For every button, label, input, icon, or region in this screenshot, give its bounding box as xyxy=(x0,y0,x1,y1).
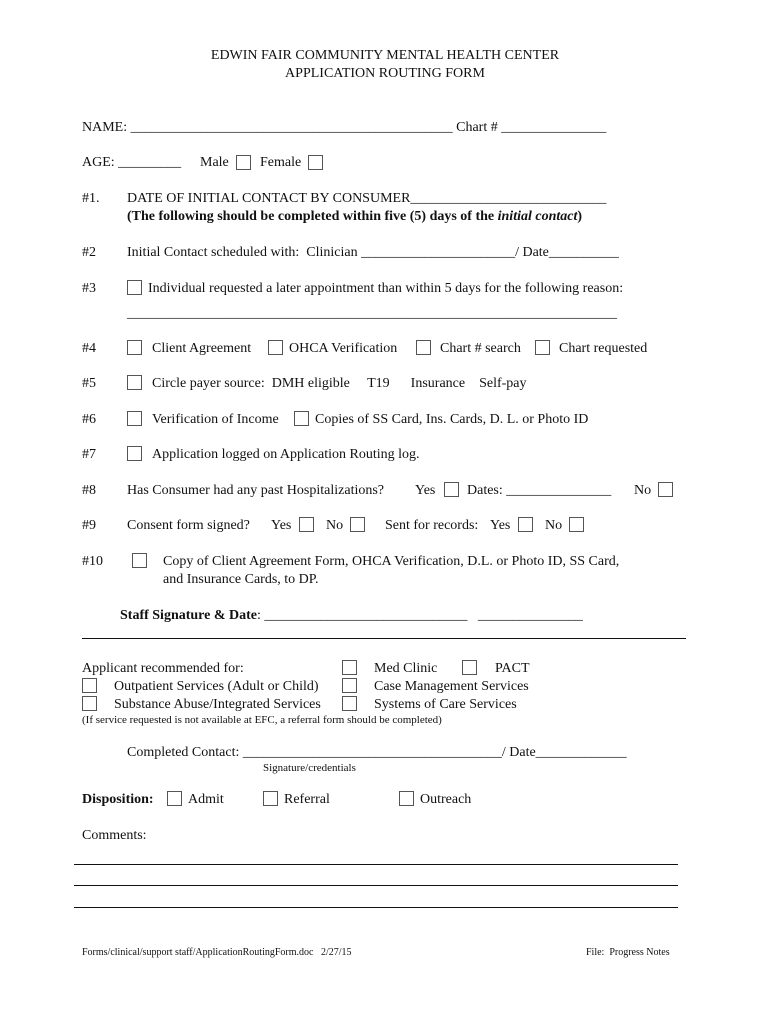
hospitalization-no-label: No xyxy=(634,483,652,498)
item-1-note: (The following should be completed within five (5) days of the initial contact) xyxy=(127,209,583,224)
clinician-date-field[interactable]: Initial Contact scheduled with: Clinician ______________________/ Date__________ xyxy=(127,245,619,260)
chart-search-checkbox[interactable] xyxy=(416,340,431,355)
hospitalization-question: Has Consumer had any past Hospitalizations? xyxy=(127,483,385,498)
item-10-number: #10 xyxy=(82,554,103,569)
hospitalization-yes-label: Yes xyxy=(415,483,436,498)
disposition-label: Disposition: xyxy=(82,792,154,807)
chart-search-label: Chart # search xyxy=(440,341,521,356)
pact-checkbox[interactable] xyxy=(462,660,477,675)
age-field[interactable]: AGE: _________ xyxy=(82,155,182,170)
copies-to-dp-checkbox[interactable] xyxy=(132,553,147,568)
application-logged-label: Application logged on Application Routing log. xyxy=(152,447,420,462)
chart-requested-checkbox[interactable] xyxy=(535,340,550,355)
hospitalization-yes-checkbox[interactable] xyxy=(444,482,459,497)
hospitalization-no-checkbox[interactable] xyxy=(658,482,673,497)
sent-records-label: Sent for records: xyxy=(385,518,479,533)
med-clinic-label: Med Clinic xyxy=(374,661,438,676)
reason-field[interactable]: ______________________________________________________________________ xyxy=(127,306,617,321)
item-1-number: #1. xyxy=(82,191,100,206)
female-label: Female xyxy=(260,155,302,170)
referral-checkbox[interactable] xyxy=(263,791,278,806)
male-checkbox[interactable] xyxy=(236,155,251,170)
case-management-label: Case Management Services xyxy=(374,679,529,694)
id-copies-checkbox[interactable] xyxy=(294,411,309,426)
consent-yes-checkbox[interactable] xyxy=(299,517,314,532)
comments-line-3[interactable] xyxy=(74,907,678,908)
sent-yes-label: Yes xyxy=(490,518,511,533)
consent-no-label: No xyxy=(326,518,344,533)
ohca-verification-label: OHCA Verification xyxy=(289,341,398,356)
item-2-number: #2 xyxy=(82,245,96,260)
substance-abuse-checkbox[interactable] xyxy=(82,696,97,711)
pact-label: PACT xyxy=(495,661,530,676)
section-divider xyxy=(82,638,686,639)
systems-of-care-label: Systems of Care Services xyxy=(374,697,517,712)
item-4-number: #4 xyxy=(82,341,96,356)
sent-no-checkbox[interactable] xyxy=(569,517,584,532)
income-verification-checkbox[interactable] xyxy=(127,411,142,426)
female-checkbox[interactable] xyxy=(308,155,323,170)
item-3-number: #3 xyxy=(82,281,96,296)
recommended-label: Applicant recommended for: xyxy=(82,661,244,676)
copies-to-dp-line1: Copy of Client Agreement Form, OHCA Verification, D.L. or Photo ID, SS Card, xyxy=(163,554,620,569)
initial-contact-date-field[interactable]: DATE OF INITIAL CONTACT BY CONSUMER____________________________ xyxy=(127,191,607,206)
later-appointment-checkbox[interactable] xyxy=(127,280,142,295)
footer-file-location: File: Progress Notes xyxy=(586,947,670,958)
systems-of-care-checkbox[interactable] xyxy=(342,696,357,711)
item-5-number: #5 xyxy=(82,376,96,391)
application-logged-checkbox[interactable] xyxy=(127,446,142,461)
comments-line-1[interactable] xyxy=(74,864,678,865)
comments-label: Comments: xyxy=(82,828,147,843)
payer-source-label: Circle payer source: DMH eligible T19 Insurance Self-pay xyxy=(152,376,527,391)
ohca-verification-checkbox[interactable] xyxy=(268,340,283,355)
sent-yes-checkbox[interactable] xyxy=(518,517,533,532)
outpatient-label: Outpatient Services (Adult or Child) xyxy=(114,679,319,694)
substance-abuse-label: Substance Abuse/Integrated Services xyxy=(114,697,321,712)
comments-line-2[interactable] xyxy=(74,885,678,886)
later-appointment-label: Individual requested a later appointment than within 5 days for the following reason: xyxy=(148,281,624,296)
payer-source-checkbox[interactable] xyxy=(127,375,142,390)
case-management-checkbox[interactable] xyxy=(342,678,357,693)
consent-no-checkbox[interactable] xyxy=(350,517,365,532)
client-agreement-label: Client Agreement xyxy=(152,341,252,356)
male-label: Male xyxy=(200,155,229,170)
referral-note: (If service requested is not available at EFC, a referral form should be completed) xyxy=(82,714,442,726)
med-clinic-checkbox[interactable] xyxy=(342,660,357,675)
admit-label: Admit xyxy=(188,792,224,807)
id-copies-label: Copies of SS Card, Ins. Cards, D. L. or Photo ID xyxy=(315,412,589,427)
item-6-number: #6 xyxy=(82,412,96,427)
hospitalization-dates-field[interactable]: Dates: _______________ xyxy=(467,483,612,498)
chart-requested-label: Chart requested xyxy=(559,341,648,356)
consent-yes-label: Yes xyxy=(271,518,292,533)
item-9-number: #9 xyxy=(82,518,96,533)
name-field[interactable]: NAME: ______________________________________________ Chart # _______________ xyxy=(82,120,607,135)
signature-credentials-caption: Signature/credentials xyxy=(263,762,356,774)
staff-signature-field[interactable]: Staff Signature & Date: _____________________________ _______________ xyxy=(120,608,583,623)
copies-to-dp-line2: and Insurance Cards, to DP. xyxy=(163,572,319,587)
income-verification-label: Verification of Income xyxy=(152,412,279,427)
outreach-label: Outreach xyxy=(420,792,472,807)
referral-label: Referral xyxy=(284,792,330,807)
admit-checkbox[interactable] xyxy=(167,791,182,806)
completed-contact-field[interactable]: Completed Contact: _____________________________________/ Date_____________ xyxy=(127,745,627,760)
outpatient-checkbox[interactable] xyxy=(82,678,97,693)
outreach-checkbox[interactable] xyxy=(399,791,414,806)
form-title: APPLICATION ROUTING FORM xyxy=(285,66,485,81)
consent-question: Consent form signed? xyxy=(127,518,250,533)
item-8-number: #8 xyxy=(82,483,96,498)
client-agreement-checkbox[interactable] xyxy=(127,340,142,355)
item-7-number: #7 xyxy=(82,447,96,462)
footer-file-path: Forms/clinical/support staff/ApplicationRoutingForm.doc 2/27/15 xyxy=(82,947,352,958)
sent-no-label: No xyxy=(545,518,563,533)
form-org-title: EDWIN FAIR COMMUNITY MENTAL HEALTH CENTER xyxy=(210,48,560,63)
